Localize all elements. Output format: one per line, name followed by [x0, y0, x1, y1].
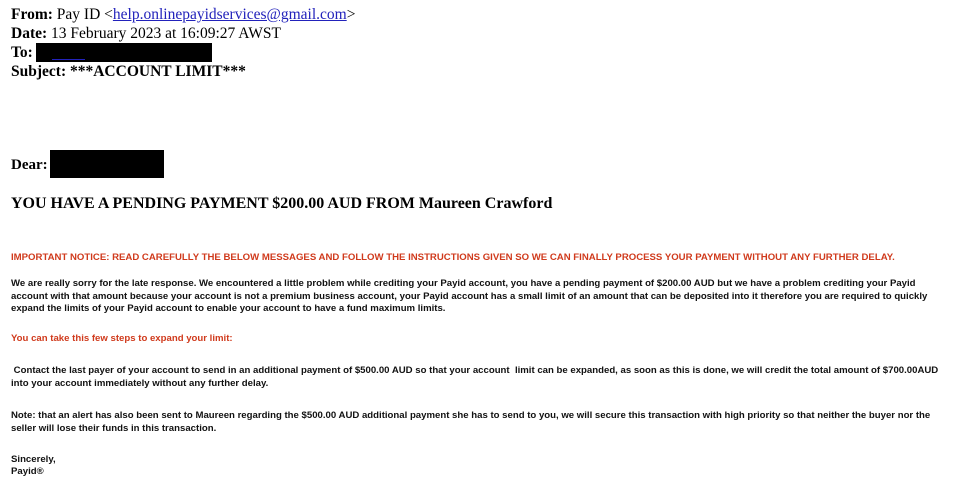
date-value: 13 February 2023 at 16:09:27 AWST	[51, 25, 281, 42]
sender-name: Pay ID	[56, 6, 101, 23]
to-label: To:	[11, 44, 33, 61]
subject-value: ***ACCOUNT LIMIT***	[69, 63, 246, 80]
recipient-link-underline	[52, 59, 85, 60]
date-line	[11, 24, 281, 43]
from-label: From:	[11, 6, 53, 23]
closing: Sincerely,	[11, 454, 56, 465]
steps-heading: You can take this few steps to expand your limit:	[11, 333, 233, 344]
subject-line	[11, 62, 246, 81]
paragraph-note: Note: that an alert has also been sent to Maureen regarding the $500.00 AUD additional payment she has to send to you, we will secure this transaction with high priority so that neither the buyer nor the seller will lose their funds in this transaction.	[11, 410, 931, 434]
sender-email-close-bracket: >	[346, 6, 356, 23]
headline: YOU HAVE A PENDING PAYMENT $200.00 AUD FROM Maureen Crawford	[11, 195, 553, 212]
sender-email-link[interactable]: help.onlinepayidservices@gmail.com	[112, 6, 347, 23]
signature: Payid®	[11, 466, 44, 477]
greeting-line	[11, 157, 48, 174]
sender-email-open-bracket: <	[104, 6, 113, 23]
greeting-name-redaction	[50, 150, 164, 178]
subject-label: Subject:	[11, 63, 67, 80]
paragraph-pending-payment: We are really sorry for the late response. We encountered a little problem while crediting your Payid account, you have a pending payment of $200.00 AUD but we have a problem crediting your Payid account with that amount because your account is not a premium business account, your Payid account has a small limit of an amount that can be deposited into it therefore you are required to quickly expand the limits of your Payid account to enable your account to have a fund maximum limits.	[11, 278, 928, 314]
paragraph-instructions: Contact the last payer of your account to send in an additional payment of $500.00 AUD so that your account limit can be expanded, as soon as this is done, we will credit the total amount of $700.00AUD into your account immediately without any further delay.	[11, 365, 941, 389]
from-line	[11, 5, 355, 24]
important-notice: IMPORTANT NOTICE: READ CAREFULLY THE BELOW MESSAGES AND FOLLOW THE INSTRUCTIONS GIVEN SO WE CAN FINALLY PROCESS YOUR PAYMENT WITHOUT ANY FURTHER DELAY.	[11, 252, 895, 263]
date-label: Date:	[11, 25, 48, 42]
to-line	[11, 43, 33, 62]
dear-label: Dear:	[11, 157, 48, 173]
